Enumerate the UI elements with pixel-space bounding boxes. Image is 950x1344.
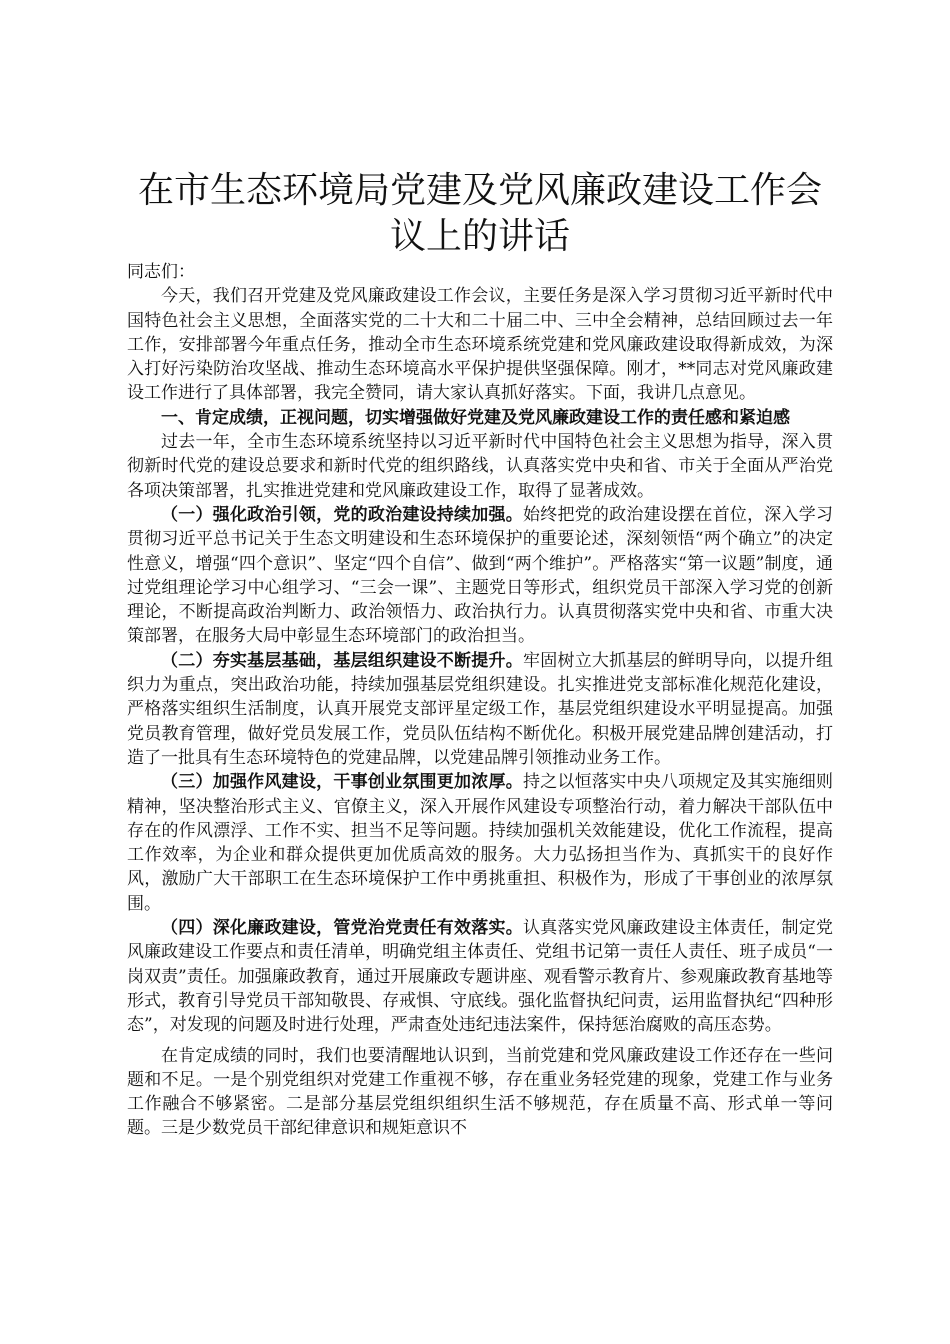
item-lead: （三）加强作风建设，干事创业氛围更加浓厚。 (161, 772, 523, 793)
achievement-item-2 (127, 649, 833, 770)
item-body: 牢固树立大抓基层的鲜明导向，以提升组织力为重点，突出政治功能，持续加强基层党组织建设。扎实推进党支部标准化规范化建设，严格落实组织生活制度，认真开展党支部评星定级工作，基层党组织建设水平明显提高。加强党员教育管理，做好党员发展工作，党员队伍结构不断优化。积极开展党建品牌创建活动，打造了一批具有生态环境特色的党建品牌，以党建品牌引领推动业务工作。 (127, 650, 834, 768)
section-1-intro-paragraph: 过去一年，全市生态环境系统坚持以习近平新时代中国特色社会主义思想为指导，深入贯彻新时代党的建设总要求和新时代党的组织路线，认真落实党中央和省、市关于全面从严治党各项决策部署，扎实推进党建和党风廉政建设工作，取得了显著成效。 (127, 432, 833, 501)
item-body: 始终把党的政治建设摆在首位，深入学习贯彻习近平总书记关于生态文明建设和生态环境保护的重要论述，深刻领悟“两个确立”的决定性意义，增强“四个意识”、坚定“四个自信”、做到“两个维护”。严格落实“第一议题”制度，通过党组理论学习中心组学习、“三会一课”、主题党日等形式，组织党员干部深入学习党的创新理论，不断提高政治判断力、政治领悟力、政治执行力。认真贯彻落实党中央和省、市重大决策部署，在服务大局中彰显生态环境部门的政治担当。 (127, 504, 834, 647)
achievement-item-3 (127, 770, 833, 916)
document-page (127, 168, 833, 1141)
item-lead: （四）深化廉政建设，管党治党责任有效落实。 (161, 918, 523, 939)
section-heading-1: 一、肯定成绩，正视问题，切实增强做好党建及党风廉政建设工作的责任感和紧迫感 (161, 407, 790, 428)
item-body: 认真落实党风廉政建设主体责任，制定党风廉政建设工作要点和责任清单，明确党组主体责任、党组书记第一责任人责任、班子成员“一岗双责”责任。加强廉政教育，通过开展廉政专题讲座、观看警示教育片、参观廉政教育基地等形式，教育引导党员干部知敬畏、存戒惧、守底线。强化监督执纪问责，运用监督执纪“四种形态”，对发现的问题及时进行处理，严肃查处违纪违法案件，保持惩治腐败的高压态势。 (127, 918, 834, 1036)
achievement-item-1 (127, 503, 833, 649)
item-lead: （一）强化政治引领，党的政治建设持续加强。 (161, 504, 523, 525)
achievement-item-4 (127, 916, 833, 1037)
document-title: 在市生态环境局党建及党风廉政建设工作会议上的讲话 (137, 170, 822, 257)
salutation: 同志们： (127, 262, 195, 282)
problems-paragraph: 在肯定成绩的同时，我们也要清醒地认识到，当前党建和党风廉政建设工作还存在一些问题和不足。一是个别党组织对党建工作重视不够，存在重业务轻党建的现象，党建工作与业务工作融合不够紧密。二是部分基层党组织组织生活不够规范，存在质量不高、形式单一等问题。三是少数党员干部纪律意识和规矩意识不 (127, 1045, 833, 1139)
item-lead: （二）夯实基层基础，基层组织建设不断提升。 (161, 650, 523, 671)
intro-paragraph: 今天，我们召开党建及党风廉政建设工作会议，主要任务是深入学习贯彻习近平新时代中国特色社会主义思想，全面落实党的二十大和二十届二中、三中全会精神，总结回顾过去一年工作，安排部署今年重点任务，推动全市生态环境系统党建和党风廉政建设取得新成效，为深入打好污染防治攻坚战、推动生态环境高水平保护提供坚强保障。刚才，**同志对党风廉政建设工作进行了具体部署，我完全赞同，请大家认真抓好落实。下面，我讲几点意见。 (127, 286, 833, 404)
item-body: 持之以恒落实中央八项规定及其实施细则精神，坚决整治形式主义、官僚主义，深入开展作风建设专项整治行动，着力解决干部队伍中存在的作风漂浮、工作不实、担当不足等问题。持续加强机关效能建设，优化工作流程，提高工作效率，为企业和群众提供更加优质高效的服务。大力弘扬担当作为、真抓实干的良好作风，激励广大干部职工在生态环境保护工作中勇挑重担、积极作为，形成了干事创业的浓厚氛围。 (127, 772, 834, 914)
